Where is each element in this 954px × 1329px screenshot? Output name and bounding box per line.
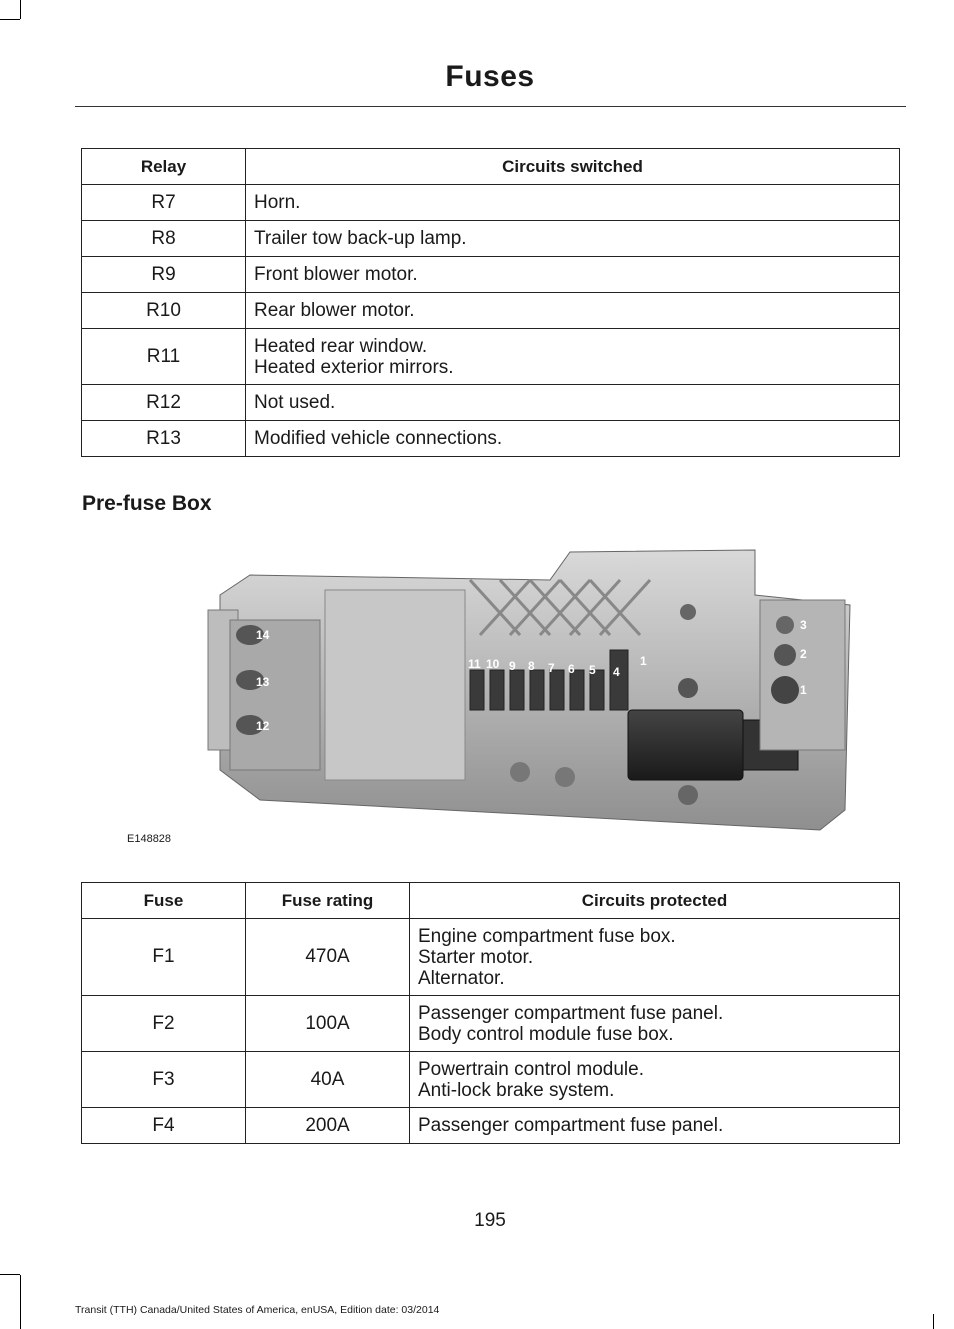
circuits-cell [246,293,900,329]
callout-13: 13 [256,675,270,689]
rating-cell: 100A [246,996,410,1052]
page-title: Fuses [445,60,535,93]
callout-8: 8 [528,659,535,673]
callout-11: 11 [468,657,481,671]
relay-cell: R11 [82,329,246,385]
column-header: Circuits protected [410,883,900,919]
relay-cell: R10 [82,293,246,329]
relay-cell: R7 [82,185,246,221]
column-header: Fuse [82,883,246,919]
table-row [82,293,900,329]
circuit-line: Anti-lock brake system. [418,1079,615,1101]
column-header: Relay [82,149,246,185]
fuse-cell: F4 [82,1108,246,1144]
table-row [82,1052,900,1108]
circuit-line: Heated rear window. [254,335,428,357]
rating-cell: 40A [246,1052,410,1108]
circuit-line: Passenger compartment fuse panel. [418,1115,724,1136]
fuse-cell: F3 [82,1052,246,1108]
circuits-cell [410,1052,900,1108]
circuit-line: Front blower motor. [254,264,418,285]
column-header: Fuse rating [246,883,410,919]
crop-mark [20,0,21,19]
circuits-cell [246,385,900,421]
callout-5: 5 [589,663,596,677]
circuits-cell [410,996,900,1052]
relay-cell: R8 [82,221,246,257]
circuit-line: Modified vehicle connections. [254,428,503,449]
title-divider [75,106,906,107]
callout-6: 6 [568,662,575,676]
table-row [82,185,900,221]
table-row [82,919,900,996]
crop-mark [0,19,20,20]
callout-7: 7 [548,661,555,675]
circuits-cell [246,257,900,293]
circuits-cell [246,329,900,385]
relay-cell: R12 [82,385,246,421]
section-heading: Pre-fuse Box [82,492,212,515]
circuits-cell [410,1108,900,1144]
circuit-line: Rear blower motor. [254,300,415,321]
table-row [82,329,900,385]
table-row [82,257,900,293]
rating-cell: 200A [246,1108,410,1144]
fuse-table [81,882,900,1144]
callout-2: 2 [800,647,807,661]
circuit-line: Passenger compartment fuse panel. [418,1002,724,1024]
callout-4: 4 [613,665,620,679]
edition-footer: Transit (TTH) Canada/United States of America, enUSA, Edition date: 03/2014 [75,1304,440,1316]
fuse-cell: F2 [82,996,246,1052]
circuit-line: Body control module fuse box. [418,1023,674,1045]
rating-cell: 470A [246,919,410,996]
table-row [82,221,900,257]
crop-mark [20,1275,21,1329]
table-row [82,996,900,1052]
callout-1: 1 [800,683,807,697]
callout-14: 14 [256,628,270,642]
page-number: 195 [474,1210,506,1231]
table-header-row [82,149,900,185]
relay-cell: R9 [82,257,246,293]
circuit-line: Powertrain control module. [418,1058,644,1080]
callout-9: 9 [509,659,516,673]
crop-mark [0,1274,20,1275]
circuit-line: Starter motor. [418,946,534,968]
table-row [82,385,900,421]
table-row [82,1108,900,1144]
circuits-cell [246,221,900,257]
circuit-line: Alternator. [418,967,505,989]
callout-10: 10 [486,657,500,671]
relay-table [81,148,900,457]
column-header: Circuits switched [246,149,900,185]
table-row [82,421,900,457]
circuit-line: Horn. [254,192,301,213]
circuit-line: Trailer tow back-up lamp. [254,228,467,249]
figure-id: E148828 [127,833,172,845]
circuits-cell [246,185,900,221]
circuits-cell [410,919,900,996]
fuse-cell: F1 [82,919,246,996]
circuit-line: Engine compartment fuse box. [418,925,676,947]
callout-12: 12 [256,719,270,733]
circuits-cell [246,421,900,457]
circuit-line: Not used. [254,392,336,413]
callout-1-fuse: 1 [640,654,647,668]
relay-cell: R13 [82,421,246,457]
callout-3: 3 [800,618,807,632]
pre-fuse-box-illustration [200,540,860,840]
circuit-line: Heated exterior mirrors. [254,356,454,378]
crop-mark [933,1314,934,1329]
table-header-row [82,883,900,919]
